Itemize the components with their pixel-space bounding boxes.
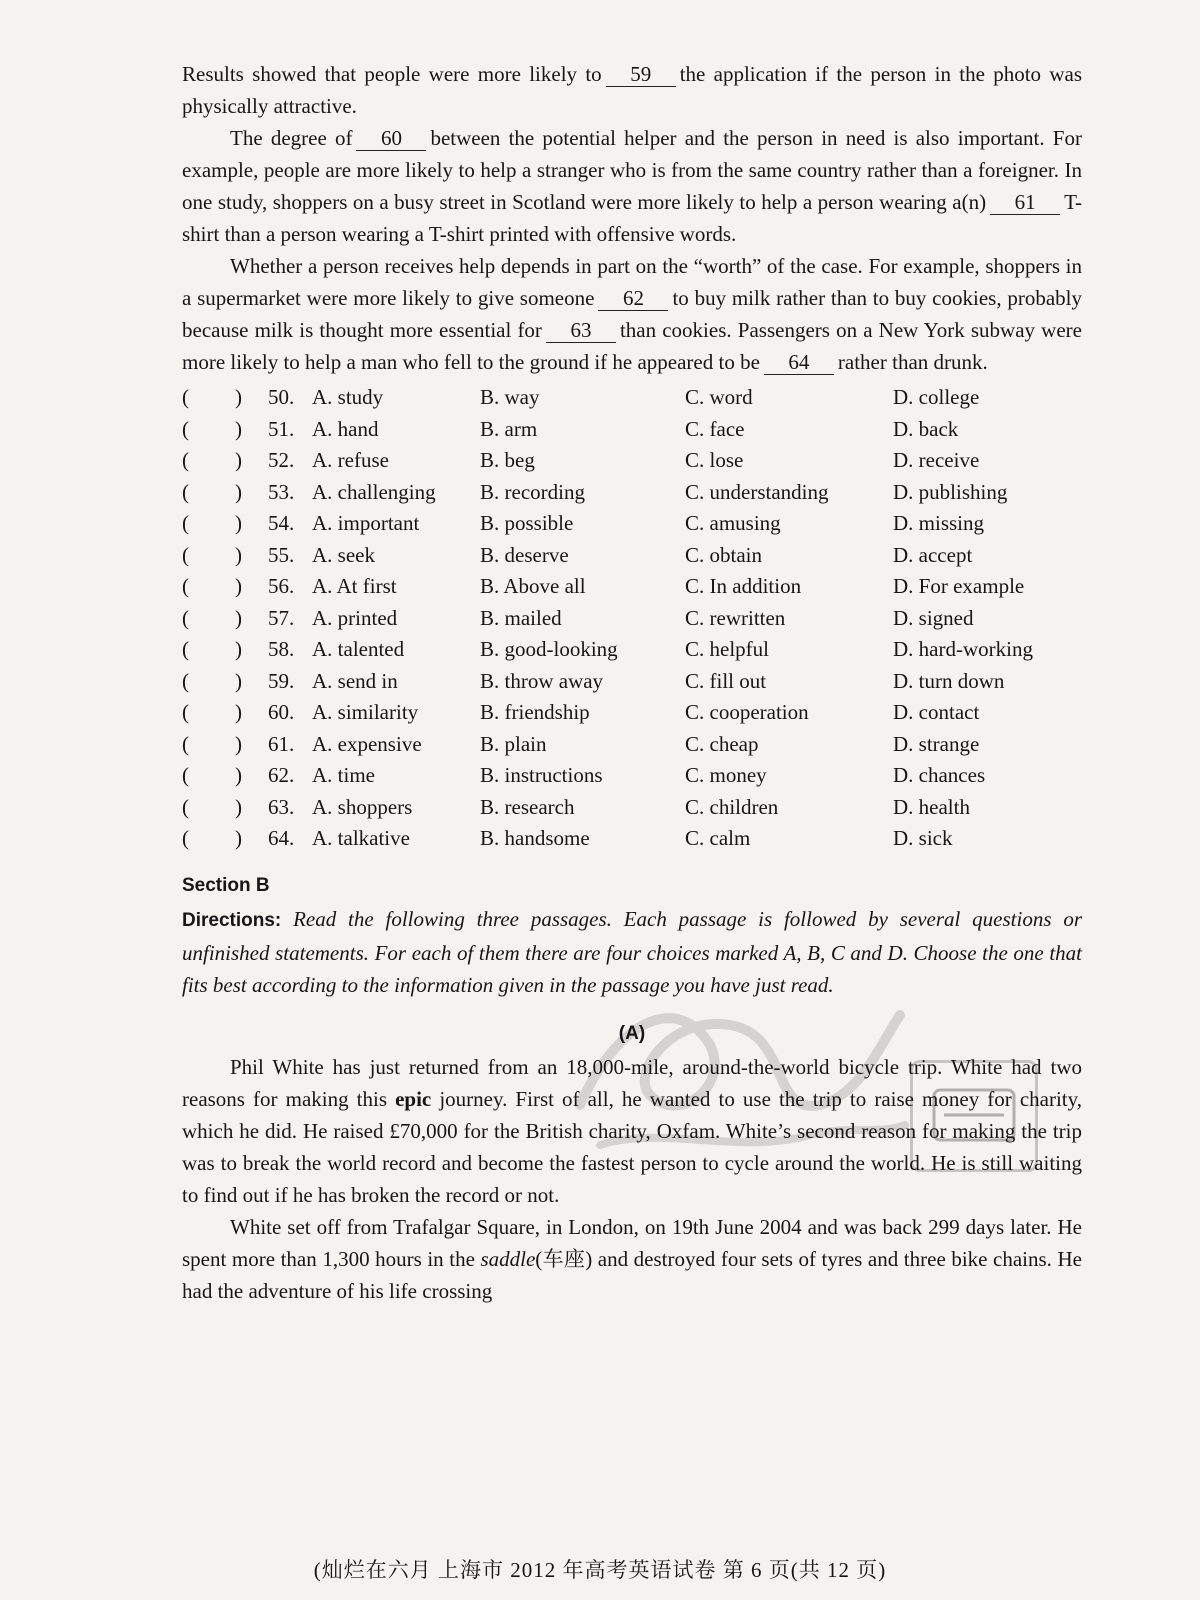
option-d: D. receive — [893, 448, 980, 473]
option-b: B. deserve — [480, 542, 569, 567]
paragraph-degree — [182, 122, 1082, 250]
answer-paren[interactable] — [182, 763, 262, 788]
paren-close: ) — [235, 794, 242, 819]
option-c: C. calm — [685, 826, 751, 851]
text: The degree of — [230, 126, 353, 150]
question-number-cell — [262, 795, 312, 820]
passage-label: (A) — [618, 1022, 646, 1044]
option-c: C. cooperation — [685, 700, 809, 725]
paren-open: ( — [182, 637, 189, 662]
option-c: C. understanding — [685, 479, 829, 504]
option-a: A. expensive — [312, 731, 422, 756]
gloss: (车座) — [535, 1246, 593, 1271]
option-row — [182, 477, 1082, 509]
option-c: C. cheap — [685, 731, 759, 756]
answer-paren[interactable] — [182, 574, 262, 599]
option-c: C. obtain — [685, 542, 762, 567]
option-a: A. printed — [312, 605, 398, 630]
option-d: D. accept — [893, 542, 973, 567]
option-d: D. back — [893, 416, 959, 441]
question-number: 58. — [268, 637, 295, 662]
option-c: C. In addition — [685, 574, 802, 599]
question-number-cell — [262, 543, 312, 568]
question-number: 53. — [268, 479, 295, 504]
option-b: B. recording — [480, 479, 585, 504]
option-d: D. sick — [893, 826, 953, 851]
option-b: B. mailed — [480, 605, 562, 630]
answer-paren[interactable] — [182, 385, 262, 410]
option-d: D. turn down — [893, 668, 1005, 693]
option-a: A. talkative — [312, 826, 410, 851]
paren-close: ) — [235, 385, 242, 410]
option-a: A. At first — [312, 574, 397, 599]
option-a: A. refuse — [312, 448, 389, 473]
question-number: 60. — [268, 700, 295, 725]
option-a: A. challenging — [312, 479, 436, 504]
question-number: 62. — [268, 763, 295, 788]
option-row — [182, 634, 1082, 666]
answer-paren[interactable] — [182, 480, 262, 505]
question-number: 52. — [268, 448, 295, 473]
answer-paren[interactable] — [182, 417, 262, 442]
paren-open: ( — [182, 668, 189, 693]
passage-paragraph-1 — [182, 1051, 1082, 1211]
option-a: A. seek — [312, 542, 375, 567]
section-title: Section B — [182, 874, 270, 896]
question-number: 61. — [268, 731, 295, 756]
option-row — [182, 508, 1082, 540]
question-number-cell — [262, 700, 312, 725]
option-c: C. rewritten — [685, 605, 786, 630]
option-a: A. send in — [312, 668, 398, 693]
option-b: B. arm — [480, 416, 538, 441]
option-b: B. beg — [480, 448, 535, 473]
exam-page — [182, 58, 1082, 1307]
option-row — [182, 729, 1082, 761]
option-d: D. strange — [893, 731, 980, 756]
option-d: D. missing — [893, 511, 985, 536]
option-b: B. plain — [480, 731, 547, 756]
question-number: 64. — [268, 826, 295, 851]
paren-open: ( — [182, 448, 189, 473]
answer-paren[interactable] — [182, 637, 262, 662]
option-c: C. amusing — [685, 511, 781, 536]
option-d: D. health — [893, 794, 970, 819]
page-footer: (灿烂在六月 上海市 2012 年高考英语试卷 第 6 页(共 12 页) — [313, 1558, 887, 1582]
answer-paren[interactable] — [182, 732, 262, 757]
option-c: C. fill out — [685, 668, 767, 693]
option-d: D. signed — [893, 605, 974, 630]
question-number-cell — [262, 511, 312, 536]
option-row — [182, 603, 1082, 635]
options-list — [182, 382, 1082, 855]
paren-close: ) — [235, 416, 242, 441]
question-number-cell — [262, 606, 312, 631]
paren-open: ( — [182, 574, 189, 599]
option-c: C. face — [685, 416, 745, 441]
text: Phil White has just returned from an 18,000-mile, around-the-world bicycle trip. White had two reasons for making this — [182, 1054, 1082, 1111]
question-number-cell — [262, 385, 312, 410]
paren-close: ) — [235, 731, 242, 756]
option-c: C. children — [685, 794, 779, 819]
paren-close: ) — [235, 448, 242, 473]
question-number: 63. — [268, 794, 295, 819]
paren-close: ) — [235, 763, 242, 788]
question-number: 51. — [268, 416, 295, 441]
paragraph-worth — [182, 250, 1082, 378]
directions-text: Read the following three passages. Each passage is followed by several questions or unfinished statements. For each of them there are four choices marked A, B, C and D. Choose the one that fits best according to the information given in the passage you have just read. — [182, 906, 1082, 997]
text: than cookies. Passengers on a New York subway were more likely to help a man who fell to the ground if he appeared to be — [182, 318, 1082, 374]
option-row — [182, 540, 1082, 572]
paragraph-continued — [182, 58, 1082, 122]
option-a: A. talented — [312, 637, 405, 662]
paren-close: ) — [235, 637, 242, 662]
paren-open: ( — [182, 763, 189, 788]
option-row — [182, 823, 1082, 855]
italic-word: saddle — [480, 1246, 536, 1271]
paren-open: ( — [182, 416, 189, 441]
blank-60: 60 — [356, 126, 426, 151]
blank-62: 62 — [598, 286, 668, 311]
paren-close: ) — [235, 479, 242, 504]
paren-open: ( — [182, 385, 189, 410]
question-number-cell — [262, 448, 312, 473]
question-number: 56. — [268, 574, 295, 599]
option-b: B. friendship — [480, 700, 590, 725]
paren-open: ( — [182, 826, 189, 851]
blank-64: 64 — [764, 350, 834, 375]
paren-open: ( — [182, 731, 189, 756]
option-b: B. instructions — [480, 763, 603, 788]
paren-close: ) — [235, 700, 242, 725]
question-number-cell — [262, 417, 312, 442]
blank-61: 61 — [990, 190, 1060, 215]
option-b: B. throw away — [480, 668, 604, 693]
paren-close: ) — [235, 668, 242, 693]
bold-word: epic — [395, 1086, 432, 1111]
option-a: A. similarity — [312, 700, 419, 725]
option-d: D. hard-working — [893, 637, 1033, 662]
paren-open: ( — [182, 479, 189, 504]
option-b: B. Above all — [480, 574, 586, 599]
paren-close: ) — [235, 542, 242, 567]
option-b: B. way — [480, 385, 540, 410]
question-number-cell — [262, 480, 312, 505]
option-d: D. college — [893, 385, 980, 410]
option-c: C. lose — [685, 448, 744, 473]
answer-paren[interactable] — [182, 700, 262, 725]
option-row — [182, 571, 1082, 603]
option-row — [182, 666, 1082, 698]
question-number-cell — [262, 732, 312, 757]
text: rather than drunk. — [837, 350, 988, 374]
text: Whether a person receives help depends in part on the “worth” of the case. For example, shoppers in a supermarket were more likely to give someone — [182, 254, 1082, 310]
directions — [182, 903, 1082, 1001]
option-b: B. good-looking — [480, 637, 618, 662]
answer-paren[interactable] — [182, 826, 262, 851]
option-d: D. For example — [893, 574, 1025, 599]
paren-close: ) — [235, 826, 242, 851]
option-d: D. contact — [893, 700, 980, 725]
question-number: 50. — [268, 385, 295, 410]
text: journey. First of all, he wanted to use the trip to raise money for charity, which he did. He raised £70,000 for the British charity, Oxfam. White’s second reason for making the trip was to break the world record and become the fastest person to cycle around the world. He is still waiting to find out if he has broken the record or not. — [182, 1086, 1083, 1207]
question-number-cell — [262, 763, 312, 788]
paren-open: ( — [182, 542, 189, 567]
question-number-cell — [262, 826, 312, 851]
paren-close: ) — [235, 574, 242, 599]
text: and destroyed four sets of tyres and three bike chains. He had the adventure of his life crossing — [182, 1246, 1082, 1303]
option-row — [182, 445, 1082, 477]
text: White set off from Trafalgar Square, in London, on 19th June 2004 and was back 299 days later. He spent more than 1,300 hours in the — [182, 1214, 1082, 1271]
question-number: 59. — [268, 668, 295, 693]
paren-open: ( — [182, 794, 189, 819]
text: the application if the person in the photo was physically attractive. — [182, 62, 1082, 118]
option-row — [182, 792, 1082, 824]
answer-paren[interactable] — [182, 511, 262, 536]
question-number-cell — [262, 574, 312, 599]
answer-paren[interactable] — [182, 606, 262, 631]
passage-paragraph-2 — [182, 1211, 1082, 1307]
blank-59: 59 — [606, 62, 676, 87]
option-d: D. chances — [893, 763, 986, 788]
question-number-cell — [262, 669, 312, 694]
answer-paren[interactable] — [182, 448, 262, 473]
question-number: 54. — [268, 511, 295, 536]
option-b: B. handsome — [480, 826, 590, 851]
text: between the potential helper and the person in need is also important. For example, people are more likely to help a stranger who is from the same country rather than a foreigner. In one study, shoppers on a busy street in Scotland were more likely to help a person wearing a(n) — [182, 126, 1082, 214]
option-b: B. possible — [480, 511, 574, 536]
option-row — [182, 697, 1082, 729]
question-number: 55. — [268, 542, 295, 567]
question-number: 57. — [268, 605, 295, 630]
option-a: A. hand — [312, 416, 379, 441]
answer-paren[interactable] — [182, 543, 262, 568]
text: T-shirt than a person wearing a T-shirt printed with offensive words. — [182, 190, 1082, 246]
paren-close: ) — [235, 605, 242, 630]
option-row — [182, 760, 1082, 792]
paren-open: ( — [182, 511, 189, 536]
option-row — [182, 414, 1082, 446]
option-a: A. study — [312, 385, 384, 410]
option-a: A. important — [312, 511, 420, 536]
blank-63: 63 — [546, 318, 616, 343]
option-a: A. time — [312, 763, 375, 788]
text: Results showed that people were more likely to — [182, 62, 602, 86]
paren-open: ( — [182, 700, 189, 725]
option-b: B. research — [480, 794, 575, 819]
paren-close: ) — [235, 511, 242, 536]
question-number-cell — [262, 637, 312, 662]
option-c: C. money — [685, 763, 767, 788]
option-c: C. helpful — [685, 637, 769, 662]
paren-open: ( — [182, 605, 189, 630]
answer-paren[interactable] — [182, 669, 262, 694]
directions-label: Directions: — [182, 909, 282, 931]
option-c: C. word — [685, 385, 753, 410]
option-row — [182, 382, 1082, 414]
option-a: A. shoppers — [312, 794, 413, 819]
option-d: D. publishing — [893, 479, 1008, 504]
text: to buy milk rather than to buy cookies, probably because milk is thought more essential for — [182, 286, 1082, 342]
answer-paren[interactable] — [182, 795, 262, 820]
